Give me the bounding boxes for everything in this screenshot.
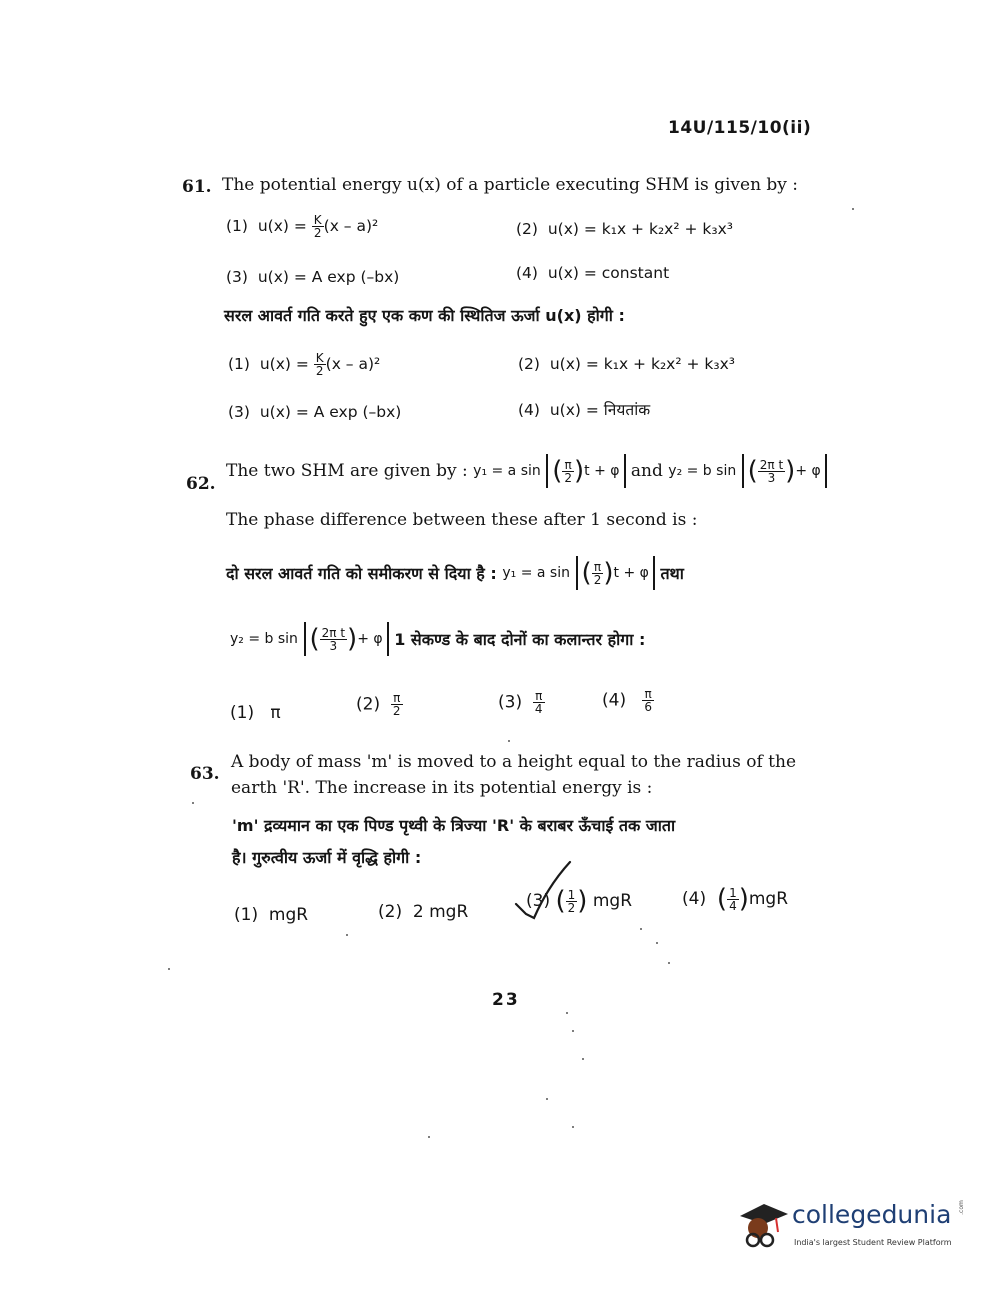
frac-denominator: 2 (315, 364, 324, 378)
q61-en-option-3 (226, 268, 399, 286)
t-phi: t + φ (584, 463, 620, 479)
y1-lhs: y₁ = a sin (502, 565, 570, 581)
frac-numerator: π (562, 459, 574, 472)
t-phi: t + φ (613, 565, 649, 581)
option-text: u(x) = constant (547, 264, 670, 282)
scan-speck (192, 802, 194, 804)
option-number: (3) (498, 692, 523, 713)
frac-denominator: 2 (593, 572, 602, 587)
frac-numerator: π (533, 690, 545, 703)
option-number: (2) (516, 220, 538, 238)
frac-denominator: 3 (767, 470, 776, 485)
logo-suffix: .com (957, 1200, 965, 1215)
option-number: (4) (602, 690, 627, 711)
question-62-stem-en-a (226, 454, 827, 488)
frac-numerator: K (313, 213, 322, 227)
q62-option-4 (602, 688, 654, 713)
frac-numerator: π (592, 561, 604, 574)
stem-text: 1 सेकण्ड के बाद दोनों का कलान्तर होगा : (394, 630, 646, 649)
frac-numerator: K (315, 351, 324, 365)
option-number: (3) (226, 268, 248, 286)
collegedunia-logo (734, 1194, 964, 1258)
option-number: (1) (234, 905, 259, 925)
option-text-pre: u(x) = (259, 355, 309, 373)
scan-speck (582, 1058, 584, 1060)
option-number: (1) (228, 355, 250, 373)
plus-phi: + φ (357, 631, 383, 647)
option-number: (3) (228, 403, 250, 421)
scan-speck (852, 208, 854, 210)
stem-text: दो सरल आवर्त गति को समीकरण से दिया है : (226, 564, 497, 583)
option-text: mgR (592, 891, 633, 911)
question-63-stem-en-2: earth 'R'. The increase in its potential energy is : (231, 778, 653, 798)
question-63-stem-en-1: A body of mass 'm' is moved to a height equal to the radius of the (231, 752, 797, 772)
question-number-63: 63. (190, 764, 220, 784)
frac-numerator: π (642, 688, 654, 701)
scan-speck (572, 1030, 574, 1032)
scan-speck (668, 962, 670, 964)
option-text: u(x) = नियतांक (549, 401, 651, 419)
and-word: and (630, 461, 663, 481)
question-61-stem-hi: सरल आवर्त गति करते हुए एक कण की स्थितिज ऊर्जा u(x) होगी : (224, 306, 625, 325)
checkmark-icon (512, 856, 578, 926)
frac-numerator: π (391, 692, 403, 705)
q63-option-4: (4) ( $\frac{1}{4}$ )mgR (682, 884, 789, 914)
option-text-pre: u(x) = (257, 217, 307, 235)
q62-option-1 (230, 703, 281, 723)
frac-denominator: 4 (729, 898, 737, 913)
frac-numerator: 2π t (759, 457, 784, 472)
question-61-stem-en: The potential energy u(x) of a particle executing SHM is given by : (222, 175, 799, 195)
frac-denominator: 4 (534, 702, 543, 716)
y1-bracket: ( $\frac{\pi}{2}$ )t + φ (576, 556, 655, 590)
option-number: (4) (682, 889, 707, 909)
scan-speck (546, 1098, 548, 1100)
option-number: (4) (518, 401, 540, 419)
q61-hi-option-1 (228, 352, 380, 377)
mascot-icon (734, 1198, 790, 1254)
frac-numerator: 1 (729, 885, 737, 900)
logo-tagline: India's largest Student Review Platform (794, 1238, 952, 1247)
y2-lhs: y₂ = b sin (668, 463, 737, 479)
y2-lhs: y₂ = b sin (230, 631, 298, 647)
question-63-stem-hi-2: है। गुरुत्वीय ऊर्जा में वृद्धि होगी : (232, 848, 422, 867)
question-63-stem-hi-1: 'm' द्रव्यमान का एक पिण्ड पृथ्वी के त्रिज्या 'R' के बराबर ऊँचाई तक जाता (232, 816, 676, 835)
y2-bracket: ( $\frac{\text{2π t}}{3}$ )+ φ (742, 454, 827, 488)
frac-denominator: 2 (313, 226, 322, 240)
page-number: 23 (492, 990, 520, 1010)
q61-en-option-2 (516, 220, 733, 238)
question-62-stem-hi-a (226, 556, 684, 590)
frac-numerator: 1 (567, 887, 576, 902)
y1-bracket: ( $\frac{\pi}{2}$ )t + φ (546, 454, 625, 488)
scan-speck (566, 1012, 568, 1014)
question-62-stem-hi-b (230, 622, 645, 656)
frac-numerator: 2π t (321, 625, 346, 640)
frac-denominator: 2 (564, 470, 572, 485)
scan-speck (428, 1136, 430, 1138)
question-number-61: 61. (182, 177, 212, 197)
frac-denominator: 6 (644, 700, 652, 714)
option-text: u(x) = A exp (–bx) (259, 403, 402, 421)
option-number: (3) (526, 891, 551, 911)
option-number: (2) (356, 694, 381, 715)
scan-speck (346, 934, 348, 936)
scan-speck (656, 942, 658, 944)
q62-option-3 (498, 690, 545, 715)
stem-text: The two SHM are given by : (226, 461, 468, 481)
q61-en-option-4 (516, 264, 669, 282)
option-text-post: (x – a)² (323, 217, 379, 235)
option-number: (4) (516, 264, 538, 282)
q61-hi-option-2 (518, 355, 735, 373)
scan-speck (508, 740, 510, 742)
option-number: (2) (378, 902, 403, 922)
frac-denominator: 2 (392, 704, 401, 718)
tatha-word: तथा (660, 564, 684, 583)
q63-option-2 (378, 902, 468, 922)
option-text: mgR (268, 905, 309, 925)
option-text: u(x) = k₁x + k₂x² + k₃x³ (547, 220, 733, 238)
q61-en-option-1 (226, 214, 378, 239)
frac-denominator: 2 (567, 900, 576, 915)
paper-code: 14U/115/10(ii) (668, 118, 812, 138)
option-number: (1) (226, 217, 248, 235)
frac-denominator: 3 (329, 638, 338, 653)
option-text: mgR (748, 889, 789, 909)
y1-lhs: y₁ = a sin (473, 463, 541, 479)
option-text: u(x) = k₁x + k₂x² + k₃x³ (549, 355, 735, 373)
option-text-post: (x – a)² (325, 355, 381, 373)
q62-option-2 (356, 692, 403, 717)
q61-hi-option-3 (228, 403, 401, 421)
scan-speck (168, 968, 170, 970)
option-number: (2) (518, 355, 540, 373)
q63-option-3: (3) ( $\frac{1}{2}$ ) mgR (526, 886, 633, 916)
y2-bracket: ( $\frac{\text{2π t}}{3}$ )+ φ (304, 622, 389, 656)
question-number-62: 62. (186, 474, 216, 494)
option-text: 2 mgR (412, 902, 469, 922)
scan-speck (572, 1126, 574, 1128)
q61-hi-option-4 (518, 398, 650, 420)
logo-wordmark: collegedunia (792, 1200, 952, 1229)
question-62-stem-en-b: The phase difference between these after 1 second is : (226, 510, 698, 530)
scan-speck (640, 928, 642, 930)
option-number: (1) (230, 703, 255, 723)
q63-option-1 (234, 905, 308, 925)
plus-phi: + φ (795, 463, 821, 479)
option-text: u(x) = A exp (–bx) (257, 268, 400, 286)
option-value: π (270, 703, 281, 723)
